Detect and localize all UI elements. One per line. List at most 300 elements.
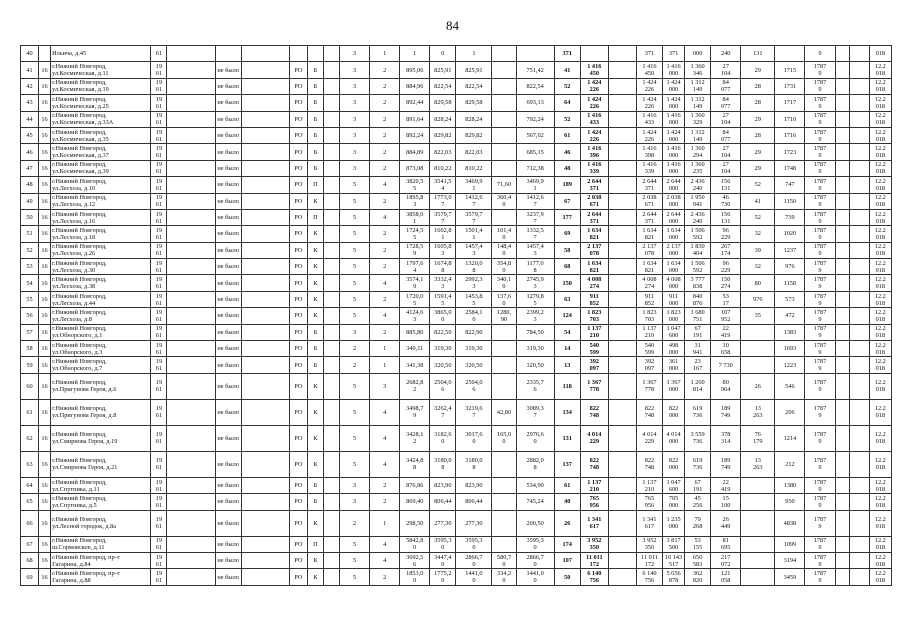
entrances-cell: 2 xyxy=(370,78,400,94)
completion-date-cell: 12.2 018 xyxy=(869,144,891,160)
completion-date-cell: 12.2 018 xyxy=(869,425,891,451)
private-area-cell: 822,03 xyxy=(456,144,492,160)
area-extra-cell: 693,13 xyxy=(516,95,554,111)
fund-share-cell: 1 634 000 xyxy=(663,259,685,275)
blank-c-cell xyxy=(323,226,339,242)
entrances-cell: 2 xyxy=(370,324,400,340)
wall-material-cell: К xyxy=(307,552,323,568)
regional-share-cell: 1 680 751 xyxy=(685,308,711,324)
blank-e-cell xyxy=(835,341,849,357)
blank-c-cell xyxy=(323,552,339,568)
blank-a-cell xyxy=(167,373,215,399)
area-extra-cell xyxy=(516,46,554,62)
row-number-cell: 66 xyxy=(21,510,39,536)
area-extra-cell: 3089,3 7 xyxy=(516,399,554,425)
blank-f-cell xyxy=(849,357,869,373)
blank-f-cell xyxy=(849,373,869,399)
blank-d-cell xyxy=(608,357,636,373)
living-area-cell: 320,50 xyxy=(430,357,456,373)
private-area-cell: 822,90 xyxy=(456,324,492,340)
total-area-cell: 892,24 xyxy=(400,127,430,143)
entrances-cell: 2 xyxy=(370,477,400,493)
blank-e-cell xyxy=(835,78,849,94)
owner-share-cell: 131 xyxy=(741,46,775,62)
blank-d-cell xyxy=(608,242,636,258)
blank-a-cell xyxy=(167,226,215,242)
total-cost-cell: 540 599 xyxy=(580,341,608,357)
blank-c-cell xyxy=(323,95,339,111)
table-row xyxy=(21,324,892,340)
year-cell: 19 61 xyxy=(151,62,167,78)
municipal-area-cell xyxy=(492,341,516,357)
living-area-cell: 3182,6 0 xyxy=(430,425,456,451)
fund-share-cell: 1 416 000 xyxy=(663,62,685,78)
regional-share-cell: 1 312 149 xyxy=(685,95,711,111)
area-extra-cell: 1457,4 3 xyxy=(516,242,554,258)
row-number-cell: 51 xyxy=(21,226,39,242)
unit-cost-cell: 1723 xyxy=(775,144,805,160)
repair-kind-cell: РО xyxy=(289,242,307,258)
blank-e-cell xyxy=(835,177,849,193)
municipal-area-cell xyxy=(492,536,516,552)
residents-cell: 64 xyxy=(554,95,580,111)
limit-cost-cell: 1787 9 xyxy=(805,552,835,568)
blank-b-cell xyxy=(241,193,289,209)
blank-c-cell xyxy=(323,357,339,373)
region-code-cell: 16 xyxy=(39,510,51,536)
residents-cell: 13 xyxy=(554,357,580,373)
entrances-cell: 4 xyxy=(370,275,400,291)
region-code-cell: 16 xyxy=(39,399,51,425)
address-cell: г.Нижний Новгород, ул.Лесхоза, д.18 xyxy=(51,226,151,242)
unit-cost-cell: 1383 xyxy=(775,324,805,340)
entrances-cell: 2 xyxy=(370,259,400,275)
repair-kind-cell: РО xyxy=(289,308,307,324)
floors-cell: 5 xyxy=(340,569,370,585)
residents-cell: 118 xyxy=(554,373,580,399)
blank-e-cell xyxy=(835,494,849,510)
row-number-cell: 47 xyxy=(21,160,39,176)
private-area-cell: 320,50 xyxy=(456,357,492,373)
blank-e-cell xyxy=(835,193,849,209)
floors-cell: 5 xyxy=(340,552,370,568)
year-cell: 19 61 xyxy=(151,242,167,258)
total-cost-cell: 1 137 210 xyxy=(580,324,608,340)
municipal-area-cell: 71,60 xyxy=(492,177,516,193)
blank-b-cell xyxy=(241,324,289,340)
residents-cell: 124 xyxy=(554,308,580,324)
blank-e-cell xyxy=(835,291,849,307)
prior-repair-cell: не было xyxy=(215,451,241,477)
entrances-cell: 2 xyxy=(370,111,400,127)
blank-b-cell xyxy=(241,308,289,324)
blank-a-cell xyxy=(167,62,215,78)
blank-b-cell xyxy=(241,552,289,568)
residents-cell: 137 xyxy=(554,451,580,477)
cost-copy-cell: 1 634 821 xyxy=(636,226,662,242)
living-area-cell: 3595,3 0 xyxy=(430,536,456,552)
year-cell: 19 61 xyxy=(151,494,167,510)
residents-cell: 371 xyxy=(554,46,580,62)
entrances-cell: 4 xyxy=(370,209,400,225)
blank-a-cell xyxy=(167,569,215,585)
blank-d-cell xyxy=(608,451,636,477)
blank-b-cell xyxy=(241,477,289,493)
completion-date-cell: 12.2 018 xyxy=(869,127,891,143)
blank-d-cell xyxy=(608,494,636,510)
blank-c-cell xyxy=(323,160,339,176)
residents-cell: 26 xyxy=(554,510,580,536)
total-area-cell: 340,11 xyxy=(400,341,430,357)
unit-cost-cell: 1717 xyxy=(775,95,805,111)
unit-cost-cell: 546 xyxy=(775,373,805,399)
entrances-cell: 2 xyxy=(370,242,400,258)
limit-cost-cell: 1787 9 xyxy=(805,399,835,425)
row-number-cell: 55 xyxy=(21,291,39,307)
completion-date-cell: 12.2 018 xyxy=(869,275,891,291)
total-area-cell: 3820,5 5 xyxy=(400,177,430,193)
blank-f-cell xyxy=(849,242,869,258)
fund-share-cell: 4 014 000 xyxy=(663,425,685,451)
blank-e-cell xyxy=(835,373,849,399)
blank-a-cell xyxy=(167,78,215,94)
floors-cell: 5 xyxy=(340,193,370,209)
residents-cell: 54 xyxy=(554,324,580,340)
wall-material-cell: П xyxy=(307,209,323,225)
repair-kind-cell: РО xyxy=(289,127,307,143)
repair-kind-cell: РО xyxy=(289,494,307,510)
address-cell: г.Нижний Новгород, ул.Космическая, д.37 xyxy=(51,144,151,160)
private-area-cell: 810,22 xyxy=(456,160,492,176)
fund-share-cell: 1 416 000 xyxy=(663,160,685,176)
cost-copy-cell: 1 416 450 xyxy=(636,62,662,78)
blank-e-cell xyxy=(835,552,849,568)
total-cost-cell: 1 416 450 xyxy=(580,62,608,78)
cost-copy-cell: 2 137 078 xyxy=(636,242,662,258)
repair-kind-cell: РО xyxy=(289,373,307,399)
blank-d-cell xyxy=(608,373,636,399)
local-share-cell: 189 749 xyxy=(711,451,741,477)
limit-cost-cell: 1787 9 xyxy=(805,425,835,451)
regional-share-cell: 619 736 xyxy=(685,399,711,425)
repair-kind-cell: РО xyxy=(289,95,307,111)
blank-d-cell xyxy=(608,78,636,94)
floors-cell: 5 xyxy=(340,275,370,291)
repair-kind-cell: РО xyxy=(289,357,307,373)
blank-a-cell xyxy=(167,275,215,291)
prior-repair-cell: не было xyxy=(215,62,241,78)
owner-share-cell: 41 xyxy=(741,193,775,209)
row-number-cell: 58 xyxy=(21,341,39,357)
completion-date-cell: 12.2 018 xyxy=(869,324,891,340)
residents-cell: 14 xyxy=(554,341,580,357)
blank-a-cell xyxy=(167,451,215,477)
owner-share-cell: 52 xyxy=(741,177,775,193)
year-cell: 19 61 xyxy=(151,399,167,425)
living-area-cell: 829,58 xyxy=(430,95,456,111)
region-code-cell: 16 xyxy=(39,477,51,493)
area-extra-cell: 2335,7 6 xyxy=(516,373,554,399)
total-cost-cell: 1 424 226 xyxy=(580,127,608,143)
entrances-cell: 4 xyxy=(370,177,400,193)
blank-d-cell xyxy=(608,193,636,209)
cost-copy-cell: 1 367 778 xyxy=(636,373,662,399)
limit-cost-cell: 1787 9 xyxy=(805,494,835,510)
blank-e-cell xyxy=(835,95,849,111)
floors-cell: 2 xyxy=(340,341,370,357)
blank-f-cell xyxy=(849,494,869,510)
local-share-cell: 27 104 xyxy=(711,160,741,176)
total-cost-cell: 2 644 371 xyxy=(580,209,608,225)
address-cell: г.Нижний Новгород, ул.Лесхоза, д.44 xyxy=(51,291,151,307)
region-code-cell: 16 xyxy=(39,291,51,307)
unit-cost-cell: 1237 xyxy=(775,242,805,258)
blank-e-cell xyxy=(835,242,849,258)
limit-cost-cell: 1787 9 xyxy=(805,477,835,493)
blank-d-cell xyxy=(608,275,636,291)
local-share-cell: 150 274 xyxy=(711,275,741,291)
owner-share-cell: 52 xyxy=(741,209,775,225)
limit-cost-cell: 1787 9 xyxy=(805,242,835,258)
residents-cell: 40 xyxy=(554,494,580,510)
area-extra-cell: 3469,9 1 xyxy=(516,177,554,193)
blank-a-cell xyxy=(167,209,215,225)
year-cell: 19 61 xyxy=(151,127,167,143)
area-extra-cell: 745,24 xyxy=(516,494,554,510)
municipal-area-cell: 1280, 90 xyxy=(492,308,516,324)
blank-f-cell xyxy=(849,341,869,357)
area-extra-cell: 320,50 xyxy=(516,357,554,373)
blank-b-cell xyxy=(241,569,289,585)
total-cost-cell: 1 424 226 xyxy=(580,95,608,111)
blank-a-cell xyxy=(167,536,215,552)
year-cell: 61 xyxy=(151,46,167,62)
total-area-cell: 876,86 xyxy=(400,477,430,493)
table-row xyxy=(21,46,892,62)
row-number-cell: 61 xyxy=(21,399,39,425)
unit-cost-cell: 1716 xyxy=(775,127,805,143)
completion-date-cell: 12.2 018 xyxy=(869,552,891,568)
area-extra-cell: 784,50 xyxy=(516,324,554,340)
local-share-cell: 27 104 xyxy=(711,144,741,160)
address-cell: г.Нижний Новгород, ул.Космическая, д.19 xyxy=(51,78,151,94)
region-code-cell: 16 xyxy=(39,144,51,160)
year-cell: 19 61 xyxy=(151,373,167,399)
prior-repair-cell: не было xyxy=(215,399,241,425)
regional-share-cell: 23 167 xyxy=(685,357,711,373)
prior-repair-cell: не было xyxy=(215,373,241,399)
living-area-cell: 806,44 xyxy=(430,494,456,510)
total-cost-cell: 392 097 xyxy=(580,357,608,373)
owner-share-cell: 28 xyxy=(741,78,775,94)
address-cell: г.Нижний Новгород, ул.Лесхоза, д.38 xyxy=(51,275,151,291)
fund-share-cell: 1 047 600 xyxy=(663,324,685,340)
area-extra-cell: 319,30 xyxy=(516,341,554,357)
year-cell: 19 61 xyxy=(151,259,167,275)
cost-copy-cell: 1 137 210 xyxy=(636,477,662,493)
blank-b-cell xyxy=(241,510,289,536)
blank-a-cell xyxy=(167,552,215,568)
entrances-cell: 1 xyxy=(370,357,400,373)
completion-date-cell: 12.2 018 xyxy=(869,242,891,258)
table-row xyxy=(21,111,892,127)
private-area-cell: 1320,0 8 xyxy=(456,259,492,275)
row-number-cell: 64 xyxy=(21,477,39,493)
blank-b-cell xyxy=(241,62,289,78)
private-area-cell: 829,58 xyxy=(456,95,492,111)
repair-kind-cell: РО xyxy=(289,193,307,209)
blank-c-cell xyxy=(323,78,339,94)
total-cost-cell: 1 424 226 xyxy=(580,78,608,94)
repair-kind-cell: РО xyxy=(289,160,307,176)
regional-share-cell: 840 876 xyxy=(685,291,711,307)
unit-cost-cell: 206 xyxy=(775,399,805,425)
blank-e-cell xyxy=(835,144,849,160)
region-code-cell: 16 xyxy=(39,177,51,193)
region-code-cell: 16 xyxy=(39,226,51,242)
owner-share-cell: 29 xyxy=(741,62,775,78)
year-cell: 19 61 xyxy=(151,324,167,340)
row-number-cell: 48 xyxy=(21,177,39,193)
cost-copy-cell: 11 011 172 xyxy=(636,552,662,568)
blank-b-cell xyxy=(241,111,289,127)
region-code-cell: 16 xyxy=(39,111,51,127)
blank-f-cell xyxy=(849,477,869,493)
entrances-cell: 4 xyxy=(370,552,400,568)
municipal-area-cell xyxy=(492,373,516,399)
unit-cost-cell: 1020 xyxy=(775,226,805,242)
unit-cost-cell: 1150 xyxy=(775,193,805,209)
year-cell: 19 61 xyxy=(151,308,167,324)
address-cell: г.Нижний Новгород, ул.Лесхоза, д.10 xyxy=(51,177,151,193)
blank-b-cell xyxy=(241,242,289,258)
table-row xyxy=(21,373,892,399)
blank-a-cell xyxy=(167,46,215,62)
floors-cell: 5 xyxy=(340,209,370,225)
blank-f-cell xyxy=(849,399,869,425)
total-cost-cell: 1 416 339 xyxy=(580,160,608,176)
area-extra-cell: 792,24 xyxy=(516,111,554,127)
floors-cell: 3 xyxy=(340,111,370,127)
cost-copy-cell: 1 137 210 xyxy=(636,324,662,340)
address-cell: г.Нижний Новгород, ул.Лесхоза, д.16 xyxy=(51,209,151,225)
municipal-area-cell: 165,0 0 xyxy=(492,425,516,451)
cost-copy-cell: 1 416 398 xyxy=(636,144,662,160)
total-cost-cell: 2 137 078 xyxy=(580,242,608,258)
prior-repair-cell: не было xyxy=(215,494,241,510)
year-cell: 19 61 xyxy=(151,144,167,160)
living-area-cell: 319,30 xyxy=(430,341,456,357)
blank-b-cell xyxy=(241,451,289,477)
repair-kind-cell: РО xyxy=(289,78,307,94)
owner-share-cell xyxy=(741,510,775,536)
prior-repair-cell: не было xyxy=(215,78,241,94)
blank-f-cell xyxy=(849,46,869,62)
regional-share-cell: 1 950 941 xyxy=(685,193,711,209)
municipal-area-cell xyxy=(492,494,516,510)
floors-cell: 3 xyxy=(340,127,370,143)
year-cell: 19 61 xyxy=(151,275,167,291)
residents-cell: 67 xyxy=(554,193,580,209)
owner-share-cell xyxy=(741,477,775,493)
blank-f-cell xyxy=(849,160,869,176)
fund-share-cell: 2 137 000 xyxy=(663,242,685,258)
fund-share-cell: 1 416 000 xyxy=(663,111,685,127)
local-share-cell: 15 100 xyxy=(711,494,741,510)
region-code-cell: 16 xyxy=(39,62,51,78)
blank-a-cell xyxy=(167,193,215,209)
blank-d-cell xyxy=(608,569,636,585)
row-number-cell: 67 xyxy=(21,536,39,552)
total-area-cell: 895,06 xyxy=(400,62,430,78)
year-cell: 19 61 xyxy=(151,536,167,552)
blank-c-cell xyxy=(323,127,339,143)
address-cell: г.Нижний Новгород, ул.Обнорского, д.7 xyxy=(51,357,151,373)
table-row xyxy=(21,477,892,493)
table-row xyxy=(21,62,892,78)
municipal-area-cell: 137,6 0 xyxy=(492,291,516,307)
region-code-cell: 16 xyxy=(39,552,51,568)
blank-d-cell xyxy=(608,127,636,143)
area-extra-cell: 2866,7 0 xyxy=(516,552,554,568)
repair-kind-cell: РО xyxy=(289,291,307,307)
prior-repair-cell: не было xyxy=(215,477,241,493)
blank-e-cell xyxy=(835,127,849,143)
prior-repair-cell: не было xyxy=(215,536,241,552)
private-area-cell: 806,44 xyxy=(456,494,492,510)
table-row xyxy=(21,399,892,425)
total-area-cell: 873,08 xyxy=(400,160,430,176)
floors-cell: 5 xyxy=(340,373,370,399)
wall-material-cell: Б xyxy=(307,494,323,510)
regional-share-cell: 650 583 xyxy=(685,552,711,568)
area-extra-cell: 567,02 xyxy=(516,127,554,143)
floors-cell: 3 xyxy=(340,62,370,78)
living-area-cell: 3332,4 3 xyxy=(430,275,456,291)
blank-a-cell xyxy=(167,477,215,493)
row-number-cell: 44 xyxy=(21,111,39,127)
fund-share-cell: 1 424 000 xyxy=(663,95,685,111)
floors-cell: 5 xyxy=(340,177,370,193)
total-area-cell: 892,44 xyxy=(400,95,430,111)
area-extra-cell: 534,90 xyxy=(516,477,554,493)
living-area-cell: 1602,8 1 xyxy=(430,226,456,242)
address-cell: г.Нижний Новгород, ул.Пригунова Героя, д.8 xyxy=(51,399,151,425)
regional-share-cell: 1 506 592 xyxy=(685,259,711,275)
unit-cost-cell: 3459 xyxy=(775,569,805,585)
blank-d-cell xyxy=(608,291,636,307)
total-area-cell: 1728,5 9 xyxy=(400,242,430,258)
wall-material-cell xyxy=(307,46,323,62)
year-cell: 19 61 xyxy=(151,552,167,568)
cost-copy-cell: 822 748 xyxy=(636,451,662,477)
cost-copy-cell: 3 952 350 xyxy=(636,536,662,552)
residents-cell: 134 xyxy=(554,399,580,425)
prior-repair-cell: не было xyxy=(215,111,241,127)
address-cell: г.Нижний Новгород, ул.Смирнова Героя, д.19 xyxy=(51,425,151,451)
blank-c-cell xyxy=(323,451,339,477)
completion-date-cell: 12.2 018 xyxy=(869,494,891,510)
blank-b-cell xyxy=(241,46,289,62)
repair-kind-cell: РО xyxy=(289,451,307,477)
unit-cost-cell: 1158 xyxy=(775,275,805,291)
total-cost-cell: 3 952 350 xyxy=(580,536,608,552)
blank-b-cell xyxy=(241,78,289,94)
unit-cost-cell: 1693 xyxy=(775,341,805,357)
blank-e-cell xyxy=(835,275,849,291)
blank-a-cell xyxy=(167,324,215,340)
unit-cost-cell: 950 xyxy=(775,494,805,510)
